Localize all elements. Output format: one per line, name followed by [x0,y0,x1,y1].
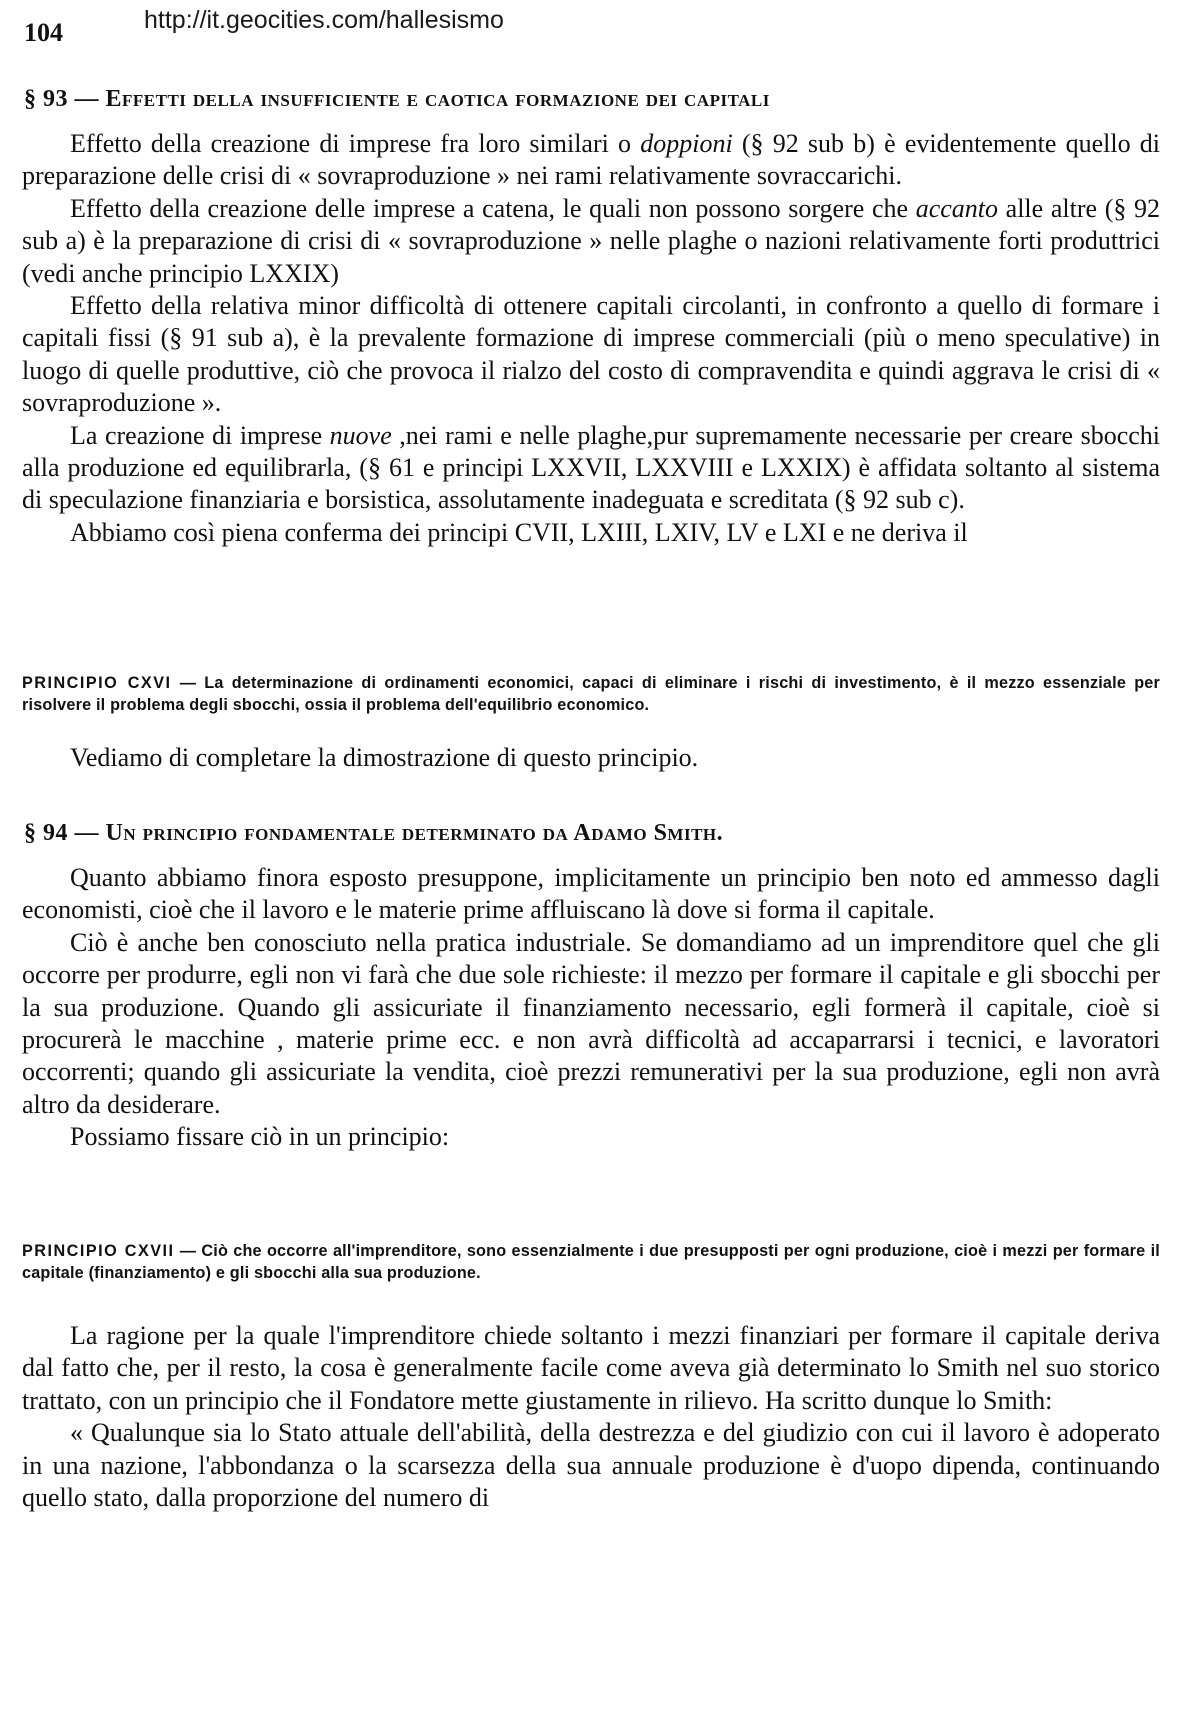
paragraph: Possiamo fissare ciò in un principio: [70,1122,450,1152]
section-94-heading: § 94 — Un principio fondamentale determinato da Adamo Smith. [24,820,724,846]
paragraph: Ciò è anche ben conosciuto nella pratica industriale. Se domandiamo ad un imprenditore quel che gli occorre per produrre, egli non vi farà che due sole richieste: il mezzo per formare il capitale e gli sbocchi per la sua produzione. Quando gli assicuriate il finanziamento necessario, egli formerà il capitale, cioè si procurerà le macchine , materie prime ecc. e non avrà difficoltà ad accaparrarsi i tecnici, e lavoratori occorrenti; quando gli assicuriate la vendita, cioè prezzi remunerativi per la sua produzione, egli non avrà altro da desiderare. [22,927,1160,1119]
quotation: « Qualunque sia lo Stato attuale dell'abilità, della destrezza e del giudizio con cui il lavoro è adoperato in una nazione, l'abbondanza o la scarsezza della sua annuale produzione è d'uopo dipenda, continuando quello stato, dalla proporzione del numero di [22,1418,1160,1513]
emphasis: accanto [915,193,999,223]
section-93-closing: Vediamo di completare la dimostrazione di questo principio. [70,743,699,772]
paragraph: Effetto della relativa minor difficoltà di ottenere capitali circolanti, in confronto a quello di formare i capitali fissi (§ 91 sub a), è la prevalente formazione di imprese commerciali (più o meno speculative) in luogo di quelle produttive, ciò che provoca il rialzo del costo di compravendita e quindi aggrava le crisi di « sovraproduzione ». [22,291,1160,418]
principle-cxvi [22,672,1160,716]
emphasis: doppioni [640,129,733,158]
paragraph: Effetto della creazione delle imprese a catena, le quali non possono sorgere che accanto alle altre (§ 92 sub a) è la preparazione di crisi di « sovraproduzione » nelle plaghe o nazioni relativamente forti produttrici (vedi anche principio LXXIX) [22,193,1161,288]
principle-label: PRINCIPIO CXVII [22,1242,175,1260]
paragraph: La ragione per la quale l'imprenditore chiede soltanto i mezzi finanziari per formare il capitale deriva dal fatto che, per il resto, la cosa è generalmente facile come aveva già determinato lo Smith nel suo storico trattato, con un principio che il Fondatore mette giustamente in rilievo. Ha scritto dunque lo Smith: [22,1321,1160,1415]
section-93-body [22,128,1160,549]
source-url: http://it.geocities.com/hallesismo [144,6,504,34]
emphasis: nuove [329,420,392,450]
section-94-body [22,862,1160,1154]
paragraph: Abbiamo così piena conferma dei principi CVII, LXIII, LXIV, LV e LXI e ne deriva il [70,517,968,547]
principle-text: — La determinazione di ordinamenti economici, capaci di eliminare i rischi di investimento, è il mezzo essenziale per risolvere il problema degli sbocchi, ossia il problema dell'equilibrio economico. [22,674,1161,714]
page-number: 104 [24,18,63,47]
paragraph: La creazione di imprese nuove ,nei rami e nelle plaghe,pur supremamente necessarie per creare sbocchi alla produzione ed equilibrarla, (§ 61 e principi LXXVII, LXXVIII e LXXIX) è affidata soltanto al sistema di speculazione finanziaria e borsistica, assolutamente inadeguata e screditata (§ 92 sub c). [22,420,1161,515]
principle-label: PRINCIPIO CXVI [22,674,172,692]
principle-text: — Ciò che occorre all'imprenditore, sono essenzialmente i due presupposti per ogni produzione, cioè i mezzi per formare il capitale (finanziamento) e gli sbocchi alla sua produzione. [22,1242,1160,1282]
paragraph: Quanto abbiamo finora esposto presuppone, implicitamente un principio ben noto ed ammesso dagli economisti, cioè che il lavoro e le materie prime affluiscano là dove si forma il capitale. [22,863,1160,925]
section-93-heading: § 93 — Effetti della insufficiente e caotica formazione dei capitali [24,86,770,112]
paragraph: Effetto della creazione di imprese fra loro similari o doppioni (§ 92 sub b) è evidentemente quello di preparazione delle crisi di « sovraproduzione » nei rami relativamente sovraccarichi. [22,129,1161,191]
principle-cxvii [22,1240,1160,1284]
section-94-continued [22,1320,1160,1514]
page-header [20,6,1160,46]
